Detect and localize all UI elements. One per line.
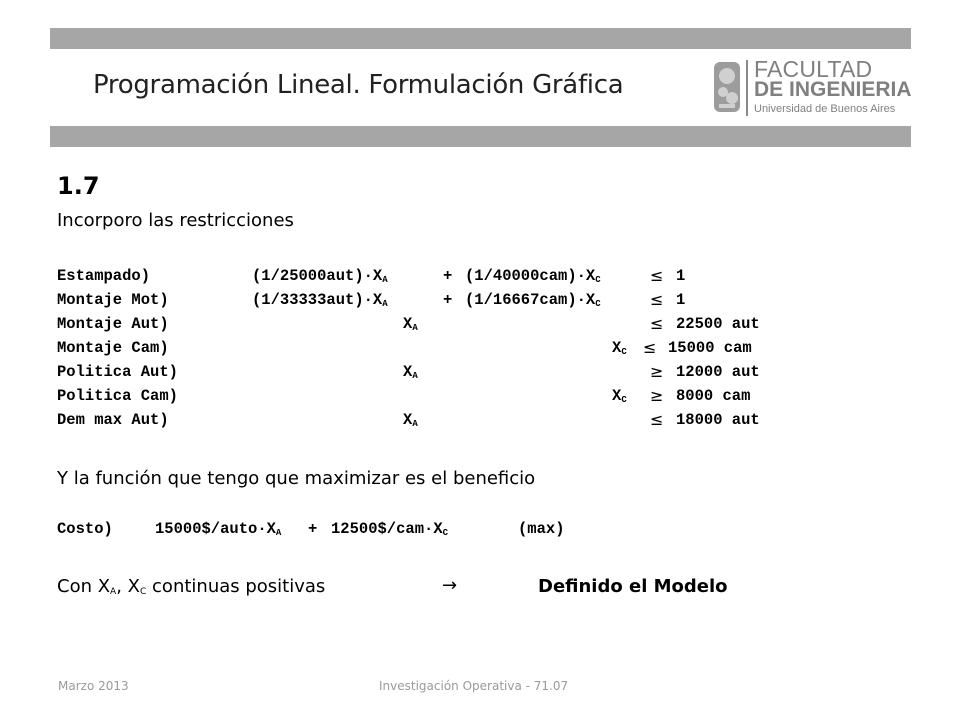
objective-intro-text: Y la función que tengo que maximizar es el beneficio xyxy=(57,468,536,489)
constraint-coef-a: $X_A$ xyxy=(403,315,418,333)
constraint-relation: ≤ xyxy=(650,410,664,429)
header-bar-top xyxy=(50,28,911,49)
constraint-name: Montaje Cam) xyxy=(57,339,169,357)
constraint-rhs: 8000 cam xyxy=(676,387,751,405)
constraint-relation: ≤ xyxy=(643,338,657,357)
constraint-relation: ≤ xyxy=(650,266,664,285)
constraint-rhs: 22500 aut xyxy=(676,315,760,333)
constraint-coef-a: $(1/33333aut)\cdot X_A$ xyxy=(252,291,388,309)
constraint-rhs: 1 xyxy=(676,267,686,285)
constraint-coef-c: $X_C$ xyxy=(612,387,627,405)
constraint-plus: + xyxy=(443,267,453,285)
objective-term-c: $12500\$/cam\cdot X_C$ xyxy=(331,520,449,538)
model-defined-text: Definido el Modelo xyxy=(538,576,728,597)
constraint-rhs: 15000 cam xyxy=(668,339,752,357)
faculty-logo xyxy=(712,58,912,120)
header-bar-bottom xyxy=(50,126,911,147)
constraint-name: Politica Cam) xyxy=(57,387,178,405)
constraint-name: Montaje Aut) xyxy=(57,315,169,333)
constraint-coef-a: $X_A$ xyxy=(403,411,418,429)
constraint-plus: + xyxy=(443,291,453,309)
constraint-name: Estampado) xyxy=(57,267,151,285)
constraint-coef-a: $(1/25000aut)\cdot X_A$ xyxy=(252,267,388,285)
logo-line-2: DE INGENIERIA xyxy=(754,78,912,101)
constraint-name: Dem max Aut) xyxy=(57,411,169,429)
faculty-seal-icon xyxy=(712,58,742,116)
constraint-name: Politica Aut) xyxy=(57,363,178,381)
objective-suffix: (max) xyxy=(518,520,565,538)
objective-plus: + xyxy=(308,520,318,538)
logo-line-3: Universidad de Buenos Aires xyxy=(754,103,896,115)
constraint-relation: ≤ xyxy=(650,314,664,333)
right-arrow-icon: → xyxy=(442,575,458,596)
objective-term-a: $15000\$/auto\cdot X_A$ xyxy=(155,520,282,538)
constraint-rhs: 12000 aut xyxy=(676,363,760,381)
constraint-rhs: 18000 aut xyxy=(676,411,760,429)
logo-separator xyxy=(746,60,748,116)
footer-course: Investigación Operativa - 71.07 xyxy=(379,679,569,693)
constraint-relation: ≥ xyxy=(650,386,664,405)
constraint-relation: ≥ xyxy=(650,362,664,381)
section-heading: 1.7 xyxy=(57,172,100,200)
constraint-relation: ≤ xyxy=(650,290,664,309)
objective-name: Costo) xyxy=(57,520,113,538)
intro-text: Incorporo las restricciones xyxy=(57,210,294,231)
constraint-name: Montaje Mot) xyxy=(57,291,169,309)
footer-date: Marzo 2013 xyxy=(58,679,129,693)
slide-title: Programación Lineal. Formulación Gráfica xyxy=(93,70,624,100)
constraint-coef-c: $(1/16667cam)\cdot X_C$ xyxy=(465,291,601,309)
conclusion-text: Con $X_A$, $X_C$ continuas positivas xyxy=(57,576,326,597)
constraint-coef-a: $X_A$ xyxy=(403,363,418,381)
constraint-coef-c: $X_C$ xyxy=(612,339,627,357)
constraint-coef-c: $(1/40000cam)\cdot X_C$ xyxy=(465,267,601,285)
logo-line-1: FACULTAD xyxy=(754,56,873,82)
constraint-rhs: 1 xyxy=(676,291,686,309)
